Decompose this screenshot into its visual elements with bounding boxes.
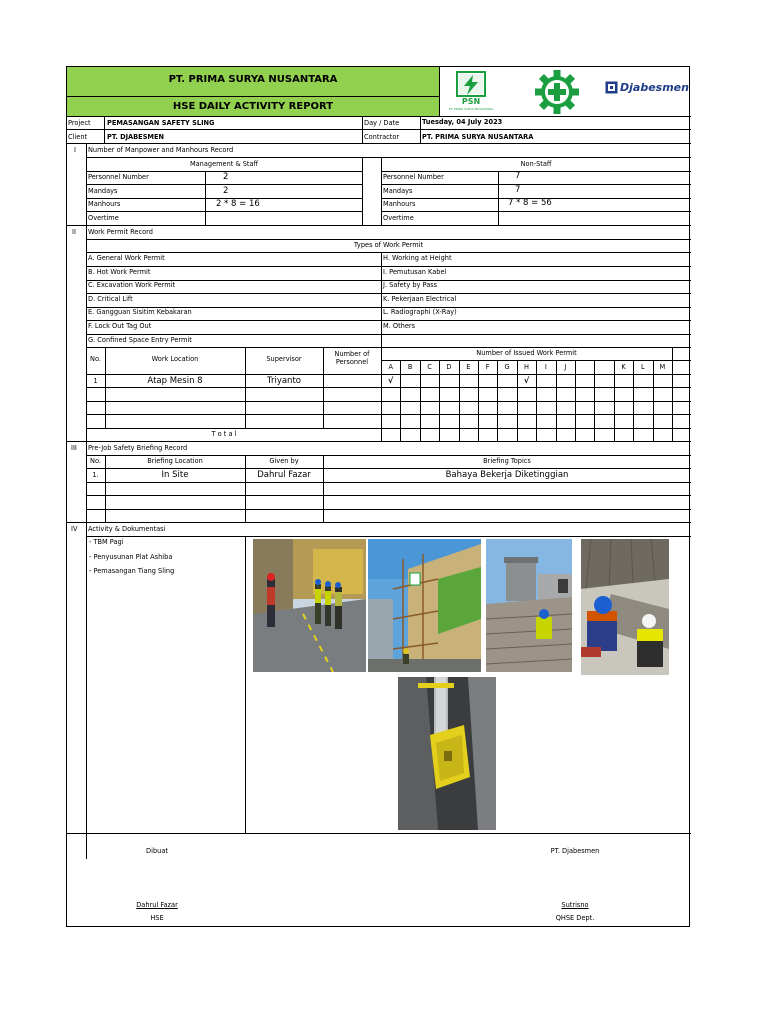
manpower-row-label: Overtime bbox=[383, 213, 414, 222]
permit-type-item: G. Confined Space Entry Permit bbox=[88, 335, 192, 344]
manpower-row-label: Overtime bbox=[88, 213, 119, 222]
section-1-title: Number of Manpower and Manhours Record bbox=[88, 146, 234, 154]
permit-type-item: C. Excavation Work Permit bbox=[88, 281, 176, 290]
permit-grid-divider bbox=[575, 360, 576, 441]
activity-item: - Pemasangan Tiang Sling bbox=[89, 567, 175, 575]
manpower-nonstaff-value: 7 * 8 = 56 bbox=[508, 198, 552, 208]
psn-logo-subtext: PT. PRIMA SURYA NUSANTARA bbox=[448, 107, 494, 111]
manpower-row-label: Manhours bbox=[383, 200, 416, 208]
permit-letter-K: K bbox=[621, 363, 626, 371]
permit-letter-L: L bbox=[641, 363, 645, 371]
permit-type-item: E. Gangguan Sisitim Kebakaran bbox=[88, 308, 192, 317]
manpower-nonstaff-value: 7 bbox=[515, 184, 521, 195]
manpower-mgmt-value: 2 * 8 = 16 bbox=[216, 199, 260, 209]
permit-type-divider bbox=[86, 266, 691, 267]
section-3-number: III bbox=[71, 444, 77, 452]
permit-grid-divider bbox=[400, 360, 401, 441]
permit-col-supervisor: Supervisor bbox=[266, 355, 302, 363]
permit-grid-divider bbox=[653, 360, 654, 441]
briefing-col-no: No. bbox=[90, 457, 101, 465]
permit-col-personnel: Number of Personnel bbox=[334, 350, 370, 367]
photo-sling-installation bbox=[581, 539, 669, 675]
permit-check-mark: √ bbox=[388, 376, 394, 385]
manpower-row-label: Mandays bbox=[383, 186, 413, 195]
permit-col-no: No. bbox=[90, 355, 101, 363]
permit-grid-divider bbox=[439, 360, 440, 441]
manpower-nonstaff-value: 7 bbox=[515, 171, 521, 181]
permit-letter-I: I bbox=[544, 363, 547, 371]
report-document bbox=[66, 66, 690, 927]
permit-type-item: D. Critical Lift bbox=[88, 294, 133, 303]
contractor-label: Contractor bbox=[364, 133, 400, 141]
signature-left-role: Dibuat bbox=[146, 847, 168, 855]
permit-type-item: K. Pekerjaan Electrical bbox=[383, 294, 457, 303]
photo-roof-work bbox=[486, 539, 572, 672]
manpower-row-label: Mandays bbox=[88, 186, 118, 195]
permit-grid-divider bbox=[420, 360, 421, 441]
signature-right-role: PT. Djabesmen bbox=[550, 847, 600, 855]
permit-letter-J: J bbox=[564, 363, 567, 371]
management-staff-header: Management & Staff bbox=[189, 160, 259, 168]
photo-sling-post bbox=[398, 677, 496, 830]
client-label: Client bbox=[68, 133, 88, 141]
contractor-value: PT. PRIMA SURYA NUSANTARA bbox=[422, 133, 534, 141]
photo-tbm-morning bbox=[253, 539, 366, 672]
manpower-row-label: Manhours bbox=[88, 200, 121, 208]
manpower-row-label: Personnel Number bbox=[383, 173, 444, 181]
activity-item: - TBM Pagi bbox=[89, 538, 124, 546]
permit-row-supervisor: Triyanto bbox=[267, 376, 301, 386]
djabesmen-logo bbox=[605, 79, 689, 99]
permit-type-item: I. Pemutusan Kabel bbox=[383, 267, 447, 276]
permit-check-mark: √ bbox=[523, 376, 530, 385]
permit-type-item: M. Others bbox=[383, 322, 416, 330]
briefing-row-given: Dahrul Fazar bbox=[257, 470, 311, 480]
section-2-title: Work Permit Record bbox=[88, 228, 153, 236]
photo-scaffolding bbox=[368, 539, 481, 672]
briefing-col-given: Given by bbox=[269, 457, 299, 465]
company-name: PT. PRIMA SURYA NUSANTARA bbox=[168, 74, 338, 85]
permit-type-item: J. Safety by Pass bbox=[383, 281, 438, 290]
permit-grid-divider bbox=[556, 360, 557, 441]
section-2-number: II bbox=[72, 228, 76, 236]
permit-letter-C: C bbox=[427, 363, 432, 371]
briefing-col-topics: Briefing Topics bbox=[483, 457, 531, 465]
permit-type-item: L. Radiographi (X-Ray) bbox=[383, 308, 457, 317]
section-4-title: Activity & Dokumentasi bbox=[88, 525, 166, 533]
manpower-mgmt-value: 2 bbox=[223, 185, 229, 196]
permit-grid-divider bbox=[497, 360, 498, 441]
signature-right-title: QHSE Dept. bbox=[555, 914, 595, 922]
permit-letter-D: D bbox=[446, 363, 452, 371]
permit-types-header: Types of Work Permit bbox=[353, 241, 424, 249]
day-date-label: Day / Date bbox=[364, 119, 400, 127]
permit-type-divider bbox=[86, 334, 691, 335]
permit-col-location: Work Location bbox=[151, 355, 199, 363]
permit-type-item: B. Hot Work Permit bbox=[88, 267, 151, 276]
djabesmen-emblem-icon bbox=[605, 81, 618, 94]
permit-row-no: 1 bbox=[93, 377, 98, 385]
permit-letter-M: M bbox=[659, 363, 666, 371]
permit-letter-G: G bbox=[504, 363, 510, 371]
permit-row-location: Atap Mesin 8 bbox=[147, 376, 203, 386]
signature-left-name: Dahrul Fazar bbox=[136, 901, 178, 909]
activity-item: - Penyusunan Plat Ashiba bbox=[89, 552, 173, 561]
project-value: PEMASANGAN SAFETY SLING bbox=[107, 119, 215, 127]
briefing-row-no: 1. bbox=[92, 471, 99, 479]
signature-right-name: Sutrisno bbox=[561, 901, 589, 909]
safety-cross-icon bbox=[529, 69, 585, 115]
report-title: HSE DAILY ACTIVITY REPORT bbox=[172, 101, 334, 112]
manpower-row-label: Personnel Number bbox=[88, 173, 149, 181]
permit-total-label: T o t a l bbox=[211, 430, 237, 438]
permit-letter-E: E bbox=[466, 363, 471, 371]
briefing-row-location: In Site bbox=[161, 470, 189, 480]
briefing-row-topic: Bahaya Bekerja Diketinggian bbox=[445, 470, 569, 480]
permit-type-item: H. Working at Height bbox=[383, 254, 452, 262]
briefing-col-location: Briefing Location bbox=[147, 457, 203, 465]
permit-col-issued: Number of Issued Work Permit bbox=[476, 349, 577, 357]
permit-grid-divider bbox=[614, 360, 615, 441]
section-3-title: Pre-Job Safety Briefing Record bbox=[88, 444, 188, 452]
client-value: PT. DJABESMEN bbox=[107, 133, 165, 141]
djabesmen-logo-text: Djabesmen bbox=[620, 81, 689, 94]
manpower-mgmt-value: 2 bbox=[223, 172, 229, 182]
non-staff-header: Non-Staff bbox=[520, 160, 552, 168]
section-1-number: I bbox=[74, 146, 76, 154]
section-4-number: IV bbox=[71, 525, 78, 533]
permit-grid-divider bbox=[633, 360, 634, 441]
permit-grid-divider bbox=[517, 360, 518, 441]
project-label: Project bbox=[68, 119, 91, 127]
permit-grid-divider bbox=[536, 360, 537, 441]
permit-letter-A: A bbox=[388, 363, 393, 371]
psn-logo bbox=[445, 70, 497, 114]
permit-letter-H: H bbox=[524, 363, 529, 371]
permit-grid-divider bbox=[478, 360, 479, 441]
permit-letter-B: B bbox=[407, 363, 413, 371]
psn-logo-text: PSN bbox=[461, 97, 481, 106]
day-date-value: Tuesday, 04 July 2023 bbox=[422, 118, 503, 126]
permit-letter-F: F bbox=[485, 363, 490, 371]
permit-grid-divider bbox=[594, 360, 595, 441]
permit-type-item: A. General Work Permit bbox=[88, 254, 165, 262]
permit-type-item: F. Lock Out Tag Out bbox=[88, 322, 152, 330]
signature-left-title: HSE bbox=[150, 914, 164, 922]
permit-grid-divider bbox=[459, 360, 460, 441]
